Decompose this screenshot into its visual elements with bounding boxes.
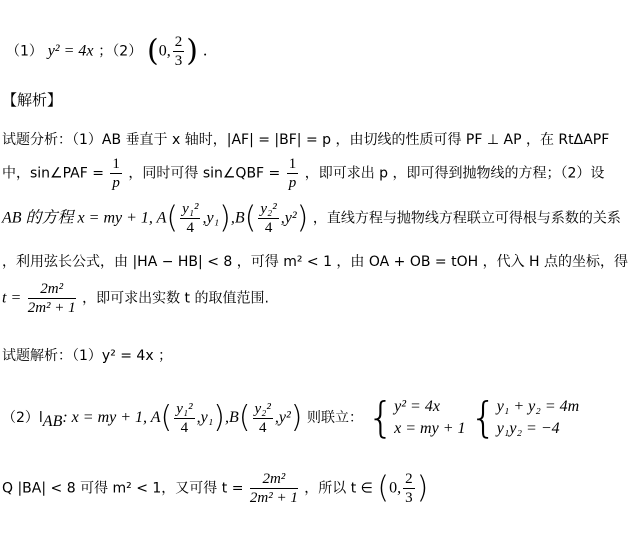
answer-part1: （1） (6, 43, 43, 60)
answer-sep: ；（2） (98, 43, 143, 60)
answer-line: （1） y² = 4x ；（2） (0, $\frac{2}{3}$ ) . (6, 33, 208, 69)
analysis-line-2: 中，sin∠PAF = $\frac{1}{p}$ ，同时可得 sin∠QBF = $\frac{1}{p}$ ，即可求出 p ，即可得到抛物线的方程；（2）设 (2, 156, 605, 191)
answer-1: y² = 4x (47, 42, 94, 60)
system-equations-1: y² = 4x x = my + 1 (394, 398, 466, 437)
fraction-1-over-p: $\frac{1}{p}$ (112, 156, 120, 191)
analysis-line-4: ，利用弦长公式，由 |HA − HB| < 8 ，可得 m² < 1 ，由 OA + OB = tOH ，代入 H 点的坐标，得 (2, 254, 629, 270)
interval-fraction: $\frac{2}{3}$ (405, 471, 413, 506)
analysis-line-5: t = $\frac{\text{2m²}}{\text{2m² + 1}}$ ，即可求出实数 t 的取值范围. (2, 281, 269, 316)
fraction-t: $\frac{\text{2m²}}{\text{2m² + 1}}$ (27, 281, 76, 316)
fraction-t-2: $\frac{\text{2m²}}{\text{2m² + 1}}$ (249, 471, 298, 506)
fraction-1-over-p-2: $\frac{1}{p}$ (288, 156, 297, 191)
analysis-line-1: 试题分析：（1）AB 垂直于 x 轴时，|AF| = |BF| = p ，由切线的性质可得 PF ⊥ AP ，在 RtΔAPF (2, 132, 610, 148)
analysis-line-3: AB 的方程 x = my + 1, A( $\frac{\text{y₁²}}{4}$ ,y₁),B( $\frac{\text{y₂²}}{4}$ ,y²) ，直线方程与抛物线方程联立可得根与系数的关系 (2, 200, 621, 236)
system-equations-2: y₁ + y₂ = 4m y₁y₂ = −4 (496, 398, 580, 437)
solution-line-2: $(2)l_{AB}$: x = my + 1, A( $\frac{\text{y₁²}}{4}$ ,y₁),B( $\frac{\text{y₂²}}{4}$ ,y²) 则联立： { y² = 4x x = my + 1 { y₁ + y₂ = 4m y₁y₂ = −4 (2, 393, 580, 442)
section-heading: 【解析】 (2, 91, 63, 109)
answer-2-fraction: $\frac{2}{3}$ (174, 34, 183, 69)
solution-line-1: 试题解析：（1）y² = 4x ； (2, 348, 173, 364)
solution-line-3: Q |BA| < 8 可得 m² < 1，又可得 t = $\frac{\text{2m²}}{\text{2m² + 1}}$ ，所以 t ∈ (0, $\frac{2}{3}$ ) (2, 470, 429, 506)
